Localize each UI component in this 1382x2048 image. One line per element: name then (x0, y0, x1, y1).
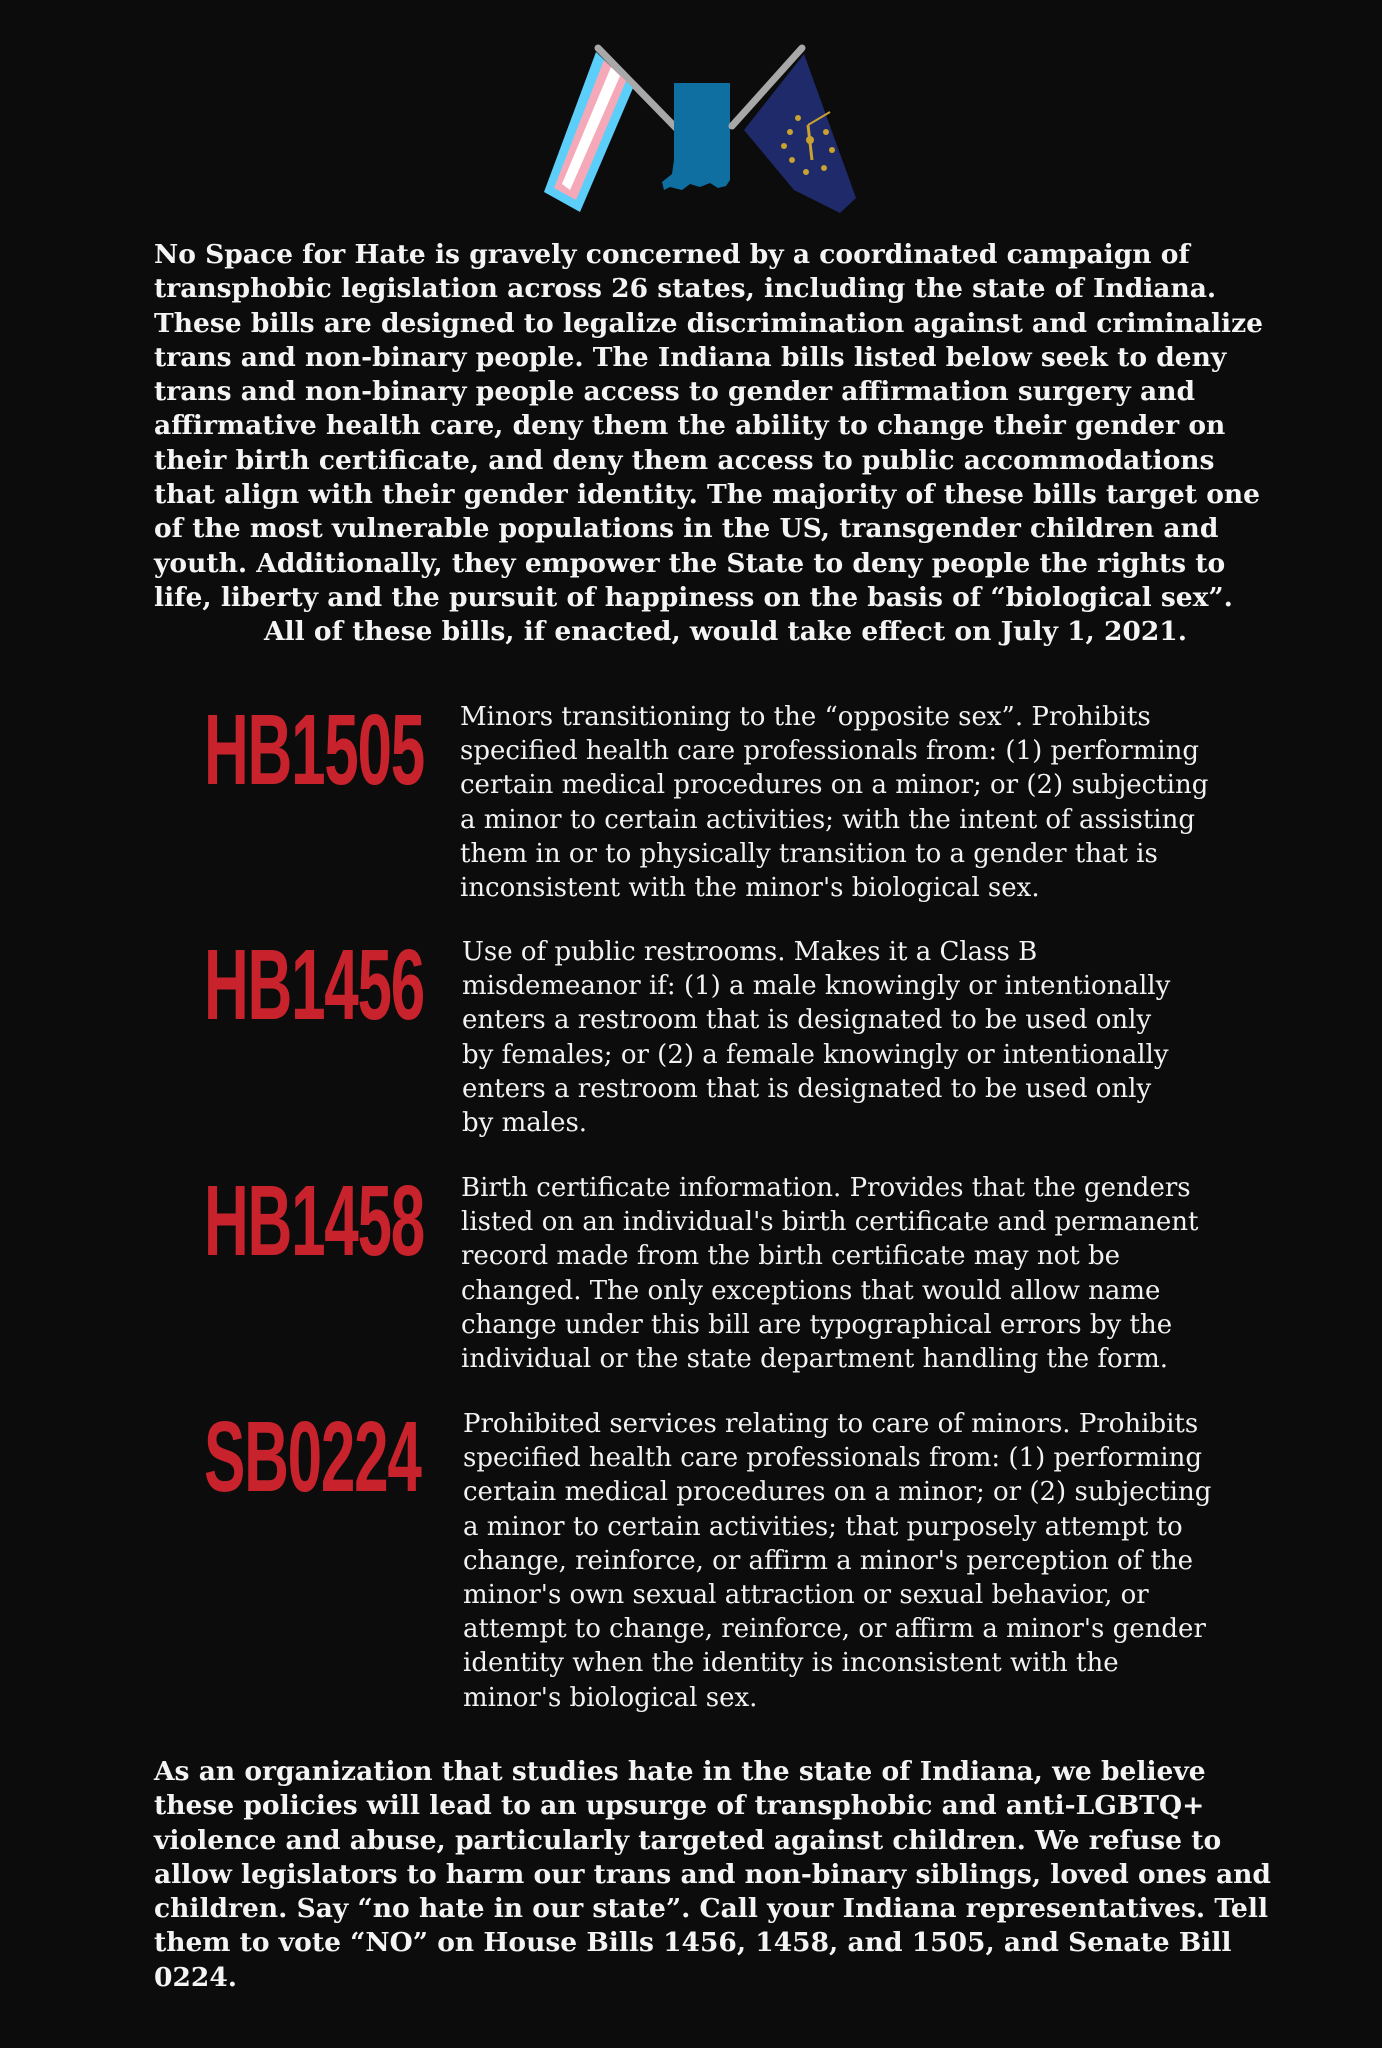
logo-graphic (540, 40, 860, 220)
logo (540, 40, 860, 220)
intro-paragraph: No Space for Hate is gravely concerned by a coordinated campaign of transphobic legislation across 26 states, including the state of Indiana. These bills are designed to legalize discrimination against and criminalize trans and non-binary people. The Indiana bills listed below seek to deny trans and non-binary people access to gender affirmation surgery and affirmative health care, deny them the ability to change their gender on their birth certificate, and deny them access to public accommodations that align with their gender identity. The majority of these bills target one of the most vulnerable populations in the US, transgender children and youth. Additionally, they empower the State to deny people the rights to life, liberty and the pursuit of happiness on the basis of “biological sex”. (154, 239, 1264, 613)
indiana-flag-icon (744, 54, 856, 213)
call-to-action: As an organization that studies hate in the state of Indiana, we believe these policies will lead to an upsurge of transphobic and anti-LGBTQ+ violence and abuse, particularly targeted against children. We refuse to allow legislators to harm our trans and non-binary siblings, loved ones and children. Say “no hate in our state”. Call your Indiana representatives. Tell them to vote “NO” on House Bills 1456, 1458, and 1505, and Senate Bill 0224. (154, 1756, 1271, 1993)
bill-description: Use of public restrooms. Makes it a Class B misdemeanor if: (1) a male knowingly or intentionally enters a restroom that is designated to be used only by females; or (2) a female knowingly or intentionally enters a restroom that is designated to be used only by males. (462, 937, 1171, 1139)
indiana-state-icon (662, 83, 730, 190)
intro-closing-line: All of these bills, if enacted, would take effect on July 1, 2021. (264, 616, 1187, 648)
bill-id: HB1458 (204, 1165, 425, 1277)
transgender-flag-icon (544, 52, 633, 212)
bill-id: HB1505 (204, 694, 425, 806)
bill-description: Minors transitioning to the “opposite sex”. Prohibits specified health care professionals from: (1) performing certain medical procedures on a minor; or (2) subjecting a minor to certain activities; with the intent of assisting them in or to physically transition to a gender that is inconsistent with the minor's biological sex. (460, 702, 1209, 904)
bill-id: HB1456 (204, 929, 425, 1041)
bill-description: Birth certificate information. Provides that the genders listed on an individual's birth certificate and permanent record made from the birth certificate may not be changed. The only exceptions that would allow name change under this bill are typographical errors by the individual or the state department handling the form. (461, 1173, 1199, 1375)
bill-description: Prohibited services relating to care of minors. Prohibits specified health care professionals from: (1) performing certain medical procedures on a minor; or (2) subjecting a minor to certain activities; that purposely attempt to change, reinforce, or affirm a minor's perception of the minor's own sexual attraction or sexual behavior, or attempt to change, reinforce, or affirm a minor's gender identity when the identity is inconsistent with the minor's biological sex. (463, 1409, 1212, 1713)
bill-id: SB0224 (204, 1401, 421, 1513)
intro-statement (154, 238, 1264, 650)
